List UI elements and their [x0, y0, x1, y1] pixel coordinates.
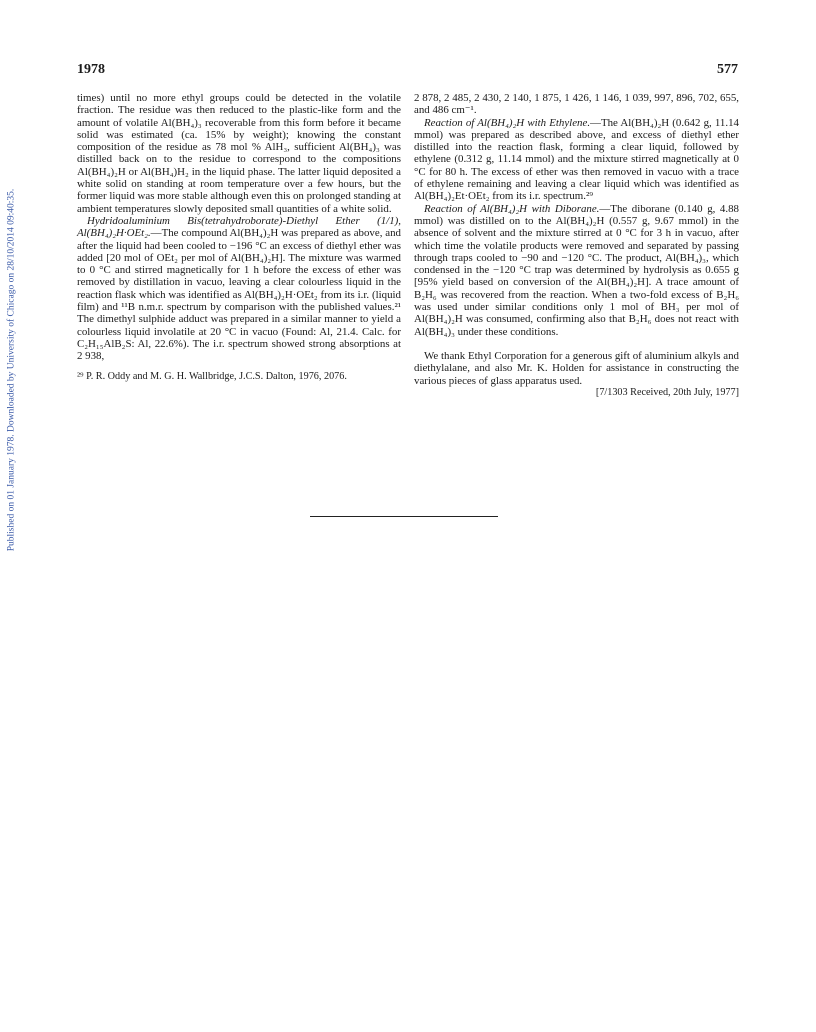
section-body-diborane: —The diborane (0.140 g, 4.88 mmol) was distilled on to the Al(BH₄)₂H (0.557 g, 9.67 mmol) in the absence of solvent and the mixture stirred at 0 °C for 3 h in vacuo, after which time the volatile products were removed and separated by passing through traps cooled to −90 and −120 °C. The product, Al(BH₄)₃, which condensed in the −120 °C trap was determined by hydrolysis as 0.655 g [95% yield based on conversion of the Al(BH₄)₂H]. A trace amount of B₂H₆ was recovered from the reaction. When a two-fold excess of B₂H₆ was used under similar conditions only 1 mol of BH₃ per mol of Al(BH₄)₂H was consumed, confirming also that B₂H₆ does not react with Al(BH₄)₃ under these conditions. [414, 202, 739, 338]
right-column [414, 92, 739, 399]
page-header [77, 62, 738, 82]
journal-year: 1978 [77, 62, 105, 77]
paragraph-residue: times) until no more ethyl groups could be detected in the volatile fraction. The residue was then reduced to the plastic-like form and the amount of volatile Al(BH₄)₃ recoverable from this form before it became solid was estimated (ca. 15% by weight); knowing the constant composition of the residue as 78 mol % AlH₃, sufficient Al(BH₄)₃ was distilled back on to the residue to correspond to the compositions Al(BH₄)₂H or Al(BH₄)H₂ in the liquid phase. The latter liquid deposited a white solid on standing at room temperature over a few hours, but the former liquid was more stable although even this on prolonged standing at ambient temperatures slowly deposited small quantities of a white solid. [77, 92, 401, 215]
section-body-ether-adduct: —The compound Al(BH₄)₂H was prepared as above, and after the liquid had been cooled to −196 °C an excess of diethyl ether was added [20 mol of OEt₂ per mol of Al(BH₄)₂H]. The mixture was warmed to 0 °C and stirred magnetically for 1 h before the excess of ether was removed by distillation in vacuo, leaving a clear colourless liquid in the reaction flask which was identified as Al(BH₄)₂H·OEt₂ from its i.r. (liquid film) and ¹¹B n.m.r. spectrum by comparison with the published values.²¹ The dimethyl sulphide adduct was prepared in a similar manner to yield a colourless liquid involatile at 20 °C in vacuo (Found: Al, 21.4. Calc. for C₂H₁₅AlB₂S: Al, 22.6%). The i.r. spectrum showed strong absorptions at 2 938, [77, 227, 401, 363]
footnote-29: ²⁹ P. R. Oddy and M. G. H. Wallbridge, J.C.S. Dalton, 1976, 2076. [77, 370, 347, 382]
section-title-ether-adduct: Hydridoaluminium Bis(tetrahydroborate)-Diethyl Ether (1/1), Al(BH₄)₂H·OEt₂. [77, 214, 401, 240]
end-rule [310, 516, 498, 517]
acknowledgement: We thank Ethyl Corporation for a generous gift of aluminium alkyls and diethylalane, and also Mr. K. Holden for assistance in constructing the various pieces of glass apparatus used. [414, 349, 739, 387]
section-title-diborane: Reaction of Al(BH₄)₂H with Diborane. [424, 202, 600, 215]
paragraph-ir-values: 2 878, 2 485, 2 430, 2 140, 1 875, 1 426, 1 146, 1 039, 997, 896, 702, 655, and 486 cm⁻¹. [414, 92, 739, 117]
paragraph-diborane [414, 203, 739, 338]
received-date: [7/1303 Received, 20th July, 1977] [595, 386, 739, 398]
page-number: 577 [717, 62, 738, 77]
provenance-sidebar [4, 120, 18, 620]
section-title-ethylene: Reaction of Al(BH₄)₂H with Ethylene. [424, 116, 591, 129]
left-column [77, 92, 401, 383]
section-body-ethylene: —The Al(BH₄)₂H (0.642 g, 11.14 mmol) was prepared as described above, and excess of diethyl ether distilled into the reaction flask, forming a clear liquid, followed by ethylene (0.312 g, 11.14 mmol) and the mixture stirred magnetically at 0 °C for 80 h. The excess of ether was then removed in vacuo with a trace of ethylene remaining and leaving a clear liquid which was identified as Al(BH₄)₂Et·OEt₂ from its i.r. spectrum.²⁹ [414, 116, 739, 203]
paragraph-ether-adduct [77, 215, 401, 363]
paragraph-ethylene [414, 117, 739, 203]
provenance-link[interactable]: Published on 01 January 1978. Downloaded by University of Chicago on 28/10/2014 09:40:35. [6, 188, 16, 552]
